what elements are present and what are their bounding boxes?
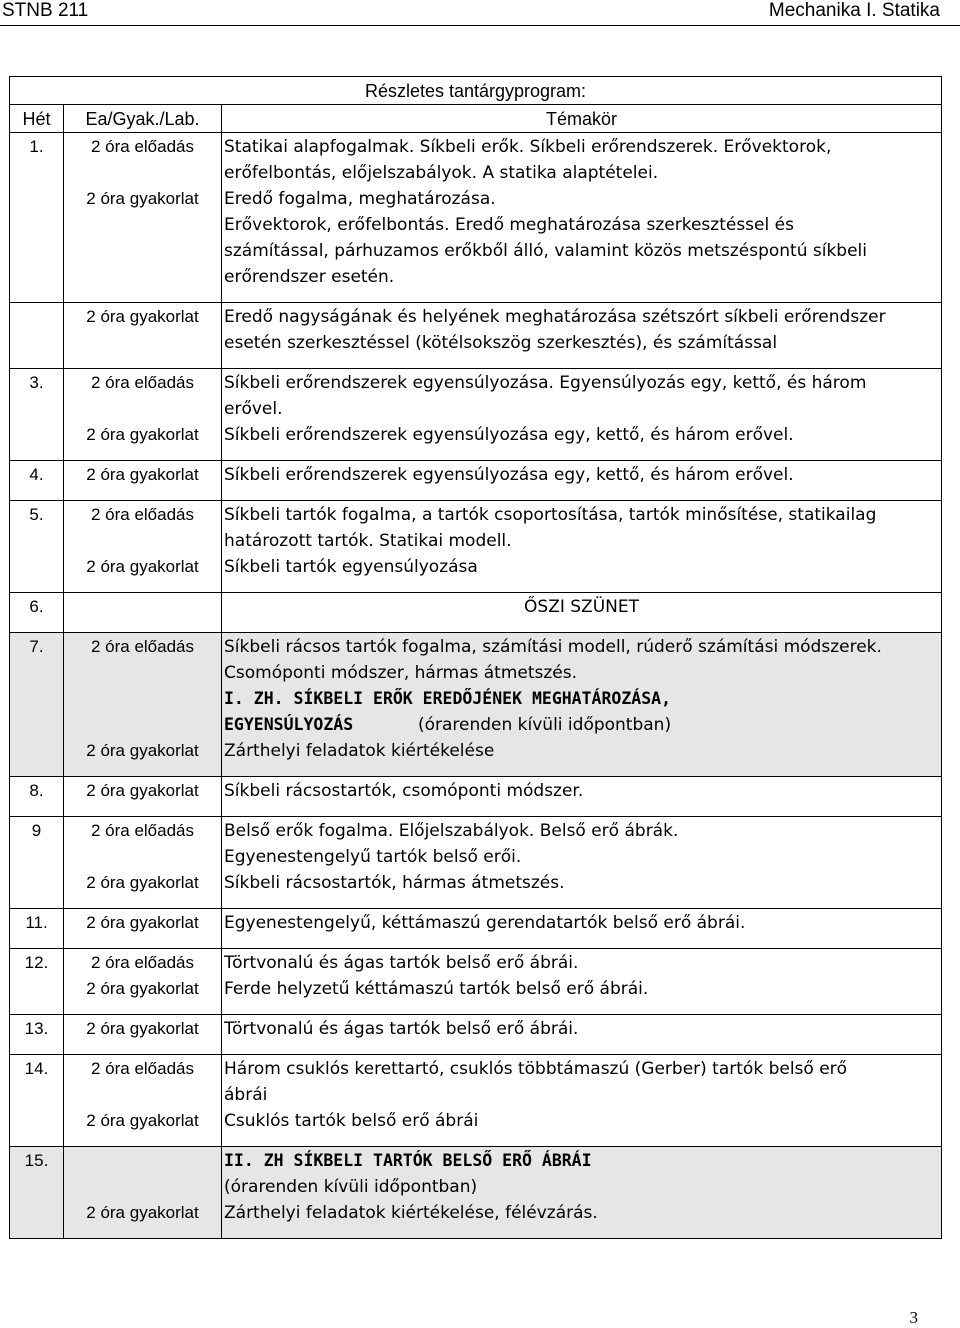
type-label: 2 óra gyakorlat [86,873,199,892]
table-header-row [10,105,942,133]
topic-line: Erővektorok, erőfelbontás. Eredő meghatározása szerkesztéssel és [224,215,794,235]
table-row [10,817,942,909]
week-cell: 7. [10,633,64,777]
type-label: 2 óra gyakorlat [86,557,199,576]
week-cell: 3. [10,369,64,461]
week-cell [10,303,64,369]
type-label: 2 óra előadás [90,953,195,972]
table-row [10,633,942,777]
type-label: 2 óra gyakorlat [86,1203,199,1222]
exam-note: (órarenden kívüli időpontban) [417,715,672,735]
type-label: 2 óra gyakorlat [86,189,199,208]
col-header-het: Hét [10,105,64,133]
week-cell: 4. [10,461,64,501]
topic-line: erővel. [224,399,283,419]
type-cell [64,1015,222,1055]
type-label: 2 óra előadás [90,1059,195,1078]
topic-cell [222,909,942,949]
type-label: 2 óra előadás [90,373,195,392]
table-row [10,461,942,501]
topic-line: Síkbeli erőrendszerek egyensúlyozása. Egyensúlyozás egy, kettő, és három [224,373,867,393]
topic-cell [222,369,942,461]
week-cell: 12. [10,949,64,1015]
topic-cell [222,133,942,303]
type-cell [64,1147,222,1239]
topic-cell [222,461,942,501]
table-row [10,303,942,369]
topic-line: esetén szerkesztéssel (kötélsokszög szerkesztés), és számítással [224,333,778,353]
table-row [10,369,942,461]
topic-line: Síkbeli rácsos tartók fogalma, számítási modell, rúderő számítási módszerek. [224,637,882,657]
type-label: 2 óra gyakorlat [86,913,199,932]
topic-cell [222,949,942,1015]
exam-title: I. ZH. SÍKBELI ERŐK EREDŐJÉNEK MEGHATÁROZÁSA, [224,689,672,708]
course-code: STNB 211 [2,0,89,21]
topic-line: Síkbeli erőrendszerek egyensúlyozása egy, kettő, és három erővel. [224,465,794,485]
week-cell: 13. [10,1015,64,1055]
topic-line: Törtvonalú és ágas tartók belső erő ábrái. [224,953,579,973]
topic-line: Csomóponti módszer, hármas átmetszés. [224,663,578,683]
topic-line: Három csuklós kerettartó, csuklós többtámaszú (Gerber) tartók belső erő [224,1059,848,1079]
topic-line: Törtvonalú és ágas tartók belső erő ábrái. [224,1019,579,1039]
type-cell [64,369,222,461]
topic-line: Egyenestengelyű, kéttámaszú gerendatartók belső erő ábrái. [224,913,746,933]
topic-line: Síkbeli tartók fogalma, a tartók csoportosítása, tartók minősítése, statikailag [224,505,877,525]
topic-line: Egyenestengelyű tartók belső erői. [224,847,522,867]
week-cell: 11. [10,909,64,949]
type-label: 2 óra gyakorlat [86,979,199,998]
topic-line: Belső erők fogalma. Előjelszabályok. Belső erő ábrák. [224,821,679,841]
table-row [10,1055,942,1147]
type-label: 2 óra előadás [90,821,195,840]
topic-line: Eredő nagyságának és helyének meghatározása szétszórt síkbeli erőrendszer [224,307,886,327]
page-header [0,0,960,24]
type-label: 2 óra előadás [90,637,195,656]
col-header-topic: Témakör [222,105,942,133]
week-cell: 8. [10,777,64,817]
week-cell: 5. [10,501,64,593]
topic-line: Zárthelyi feladatok kiértékelése [224,741,495,761]
exam-note: (órarenden kívüli időpontban) [224,1177,478,1197]
type-cell [64,303,222,369]
col-header-type: Ea/Gyak./Lab. [64,105,222,133]
type-label: 2 óra gyakorlat [86,741,199,760]
type-label: 2 óra gyakorlat [86,307,199,326]
type-cell [64,817,222,909]
type-cell [64,1055,222,1147]
topic-cell [222,1015,942,1055]
topic-cell [222,1147,942,1239]
type-label: 2 óra gyakorlat [86,1111,199,1130]
type-label: 2 óra gyakorlat [86,465,199,484]
break-cell: ŐSZI SZÜNET [222,593,942,633]
table-row [10,593,942,633]
topic-line: határozott tartók. Statikai modell. [224,531,512,551]
week-cell: 15. [10,1147,64,1239]
table-title-row [10,77,942,105]
topic-line: Ferde helyzetű kéttámaszú tartók belső erő ábrái. [224,979,649,999]
table-row [10,909,942,949]
topic-line: Eredő fogalma, meghatározása. [224,189,496,209]
type-label: 2 óra gyakorlat [86,781,199,800]
type-cell [64,133,222,303]
type-label: 2 óra gyakorlat [86,425,199,444]
exam-title-cont: EGYENSÚLYOZÁS [224,715,354,734]
topic-cell [222,501,942,593]
type-cell [64,501,222,593]
type-cell [64,909,222,949]
week-cell: 6. [10,593,64,633]
type-cell [64,461,222,501]
week-cell: 1. [10,133,64,303]
topic-line: Síkbeli rácsostartók, hármas átmetszés. [224,873,565,893]
table-row [10,501,942,593]
topic-cell [222,777,942,817]
topic-line: erőrendszer esetén. [224,267,395,287]
topic-cell [222,1055,942,1147]
table-row [10,949,942,1015]
type-cell [64,593,222,633]
type-label: 2 óra előadás [90,505,195,524]
type-cell [64,949,222,1015]
topic-line: számítással, párhuzamos erőkből álló, valamint közös metszéspontú síkbeli [224,241,868,261]
topic-line: Síkbeli erőrendszerek egyensúlyozása egy, kettő, és három erővel. [224,425,794,445]
topic-line: Zárthelyi feladatok kiértékelése, félévzárás. [224,1203,598,1223]
table-row [10,133,942,303]
topic-line: erőfelbontás, előjelszabályok. A statika alaptételei. [224,163,659,183]
type-label: 2 óra előadás [90,137,195,156]
type-cell [64,777,222,817]
topic-cell [222,817,942,909]
table-row [10,1147,942,1239]
week-cell: 9 [10,817,64,909]
table-row [10,1015,942,1055]
table-row [10,777,942,817]
type-label: 2 óra gyakorlat [86,1019,199,1038]
topic-line: Statikai alapfogalmak. Síkbeli erők. Síkbeli erőrendszerek. Erővektorok, [224,137,832,157]
week-cell: 14. [10,1055,64,1147]
type-cell [64,633,222,777]
page-number: 3 [909,1308,918,1327]
topic-cell [222,303,942,369]
topic-line: Síkbeli rácsostartók, csomóponti módszer. [224,781,584,801]
table-title: Részletes tantárgyprogram: [10,77,942,105]
syllabus-table [9,76,942,1239]
topic-cell [222,633,942,777]
exam-title: II. ZH SÍKBELI TARTÓK BELSŐ ERŐ ÁBRÁI [224,1151,592,1170]
header-rule [0,25,960,26]
topic-line: Csuklós tartók belső erő ábrái [224,1111,479,1131]
course-title: Mechanika I. Statika [768,0,940,21]
topic-line: ábrái [224,1085,268,1105]
topic-line: Síkbeli tartók egyensúlyozása [224,557,478,577]
